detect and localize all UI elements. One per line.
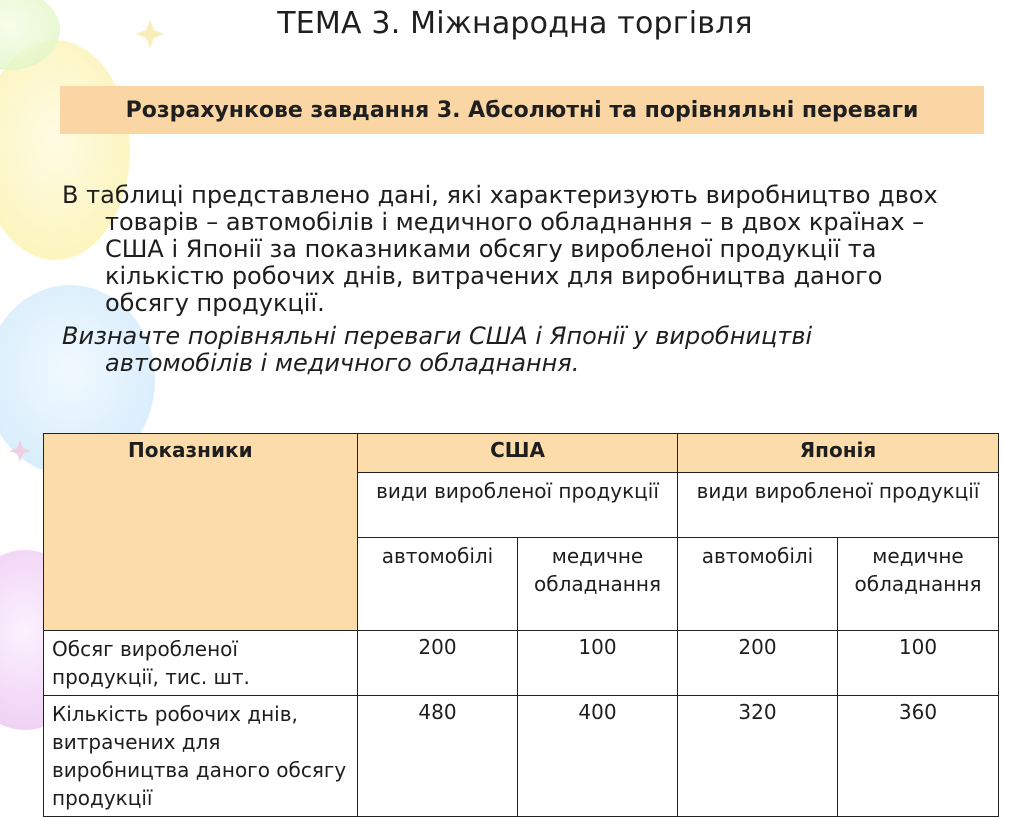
table-row	[44, 631, 999, 696]
table-row	[44, 696, 999, 817]
row-label: Обсяг виробленої продукції, тис. шт.	[44, 631, 358, 696]
header-japan-medical: медичне обладнання	[838, 538, 999, 631]
header-japan-product-types: види виробленої продукції	[678, 473, 999, 538]
header-usa-product-types: види виробленої продукції	[358, 473, 678, 538]
cell-usa-cars: 480	[358, 696, 518, 817]
header-usa-cars: автомобілі	[358, 538, 518, 631]
task-question: Визначте порівняльні переваги США і Японії у виробництві автомобілів і медичного обладнання.	[62, 322, 813, 377]
cell-usa-cars: 200	[358, 631, 518, 696]
header-usa: США	[358, 434, 678, 473]
cell-usa-medical: 400	[518, 696, 678, 817]
header-indicators: Показники	[44, 434, 358, 631]
cell-japan-medical: 100	[838, 631, 999, 696]
table-header-row	[44, 434, 999, 473]
data-table	[43, 433, 999, 817]
slide-subtitle: Розрахункове завдання 3. Абсолютні та порівняльні переваги	[125, 97, 919, 123]
task-paragraph: В таблиці представлено дані, які характеризують виробництво двох товарів – автомобілів і медичного обладнання – в двох країнах – США і Японії за показниками обсягу виробленої продукції та кількістю робочих днів, витрачених для виробництва даного обсягу продукції.	[62, 181, 938, 317]
row-label: Кількість робочих днів, витрачених для виробництва даного обсягу продукції	[44, 696, 358, 817]
header-usa-medical: медичне обладнання	[518, 538, 678, 631]
slide-title: ТЕМА 3. Міжнародна торгівля	[277, 6, 753, 41]
cell-japan-medical: 360	[838, 696, 999, 817]
header-japan: Японія	[678, 434, 999, 473]
cell-japan-cars: 320	[678, 696, 838, 817]
cell-japan-cars: 200	[678, 631, 838, 696]
cell-usa-medical: 100	[518, 631, 678, 696]
subtitle-banner	[60, 86, 984, 134]
task-text	[62, 182, 962, 377]
header-japan-cars: автомобілі	[678, 538, 838, 631]
